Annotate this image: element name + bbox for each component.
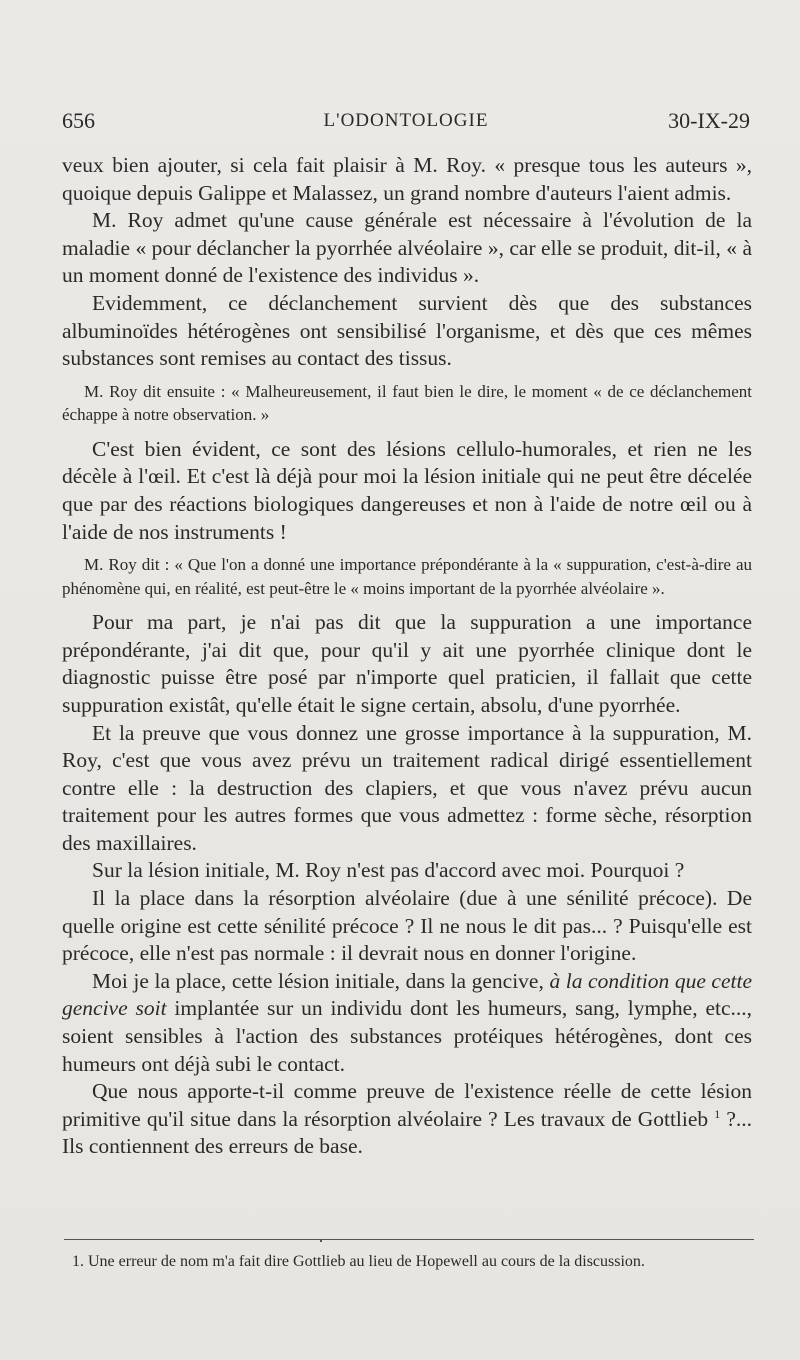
text-run: ?... Ils contiennent des erreurs de base. <box>62 1106 753 1159</box>
body-text <box>62 152 752 1161</box>
quotation: M. Roy dit : « Que l'on a donné une importance prépondérante à la « suppuration, c'est-à-dire au phénomène qui, en réalité, est peut-être le « moins important de la pyorrhée alvéolaire ». <box>62 555 752 598</box>
paragraph: M. Roy admet qu'une cause générale est nécessaire à l'évolution de la maladie « pour déclancher la pyorrhée alvéolaire », car elle se produit, dit-il, « à un moment donné de l'existence des individus ». <box>62 208 752 288</box>
paragraph: Evidemment, ce déclanchement survient dès que des substances albuminoïdes hétérogènes ont sensibilisé l'organisme, et dès que ces mêmes substances sont remises au contact des tissus. <box>62 290 752 371</box>
paragraph <box>62 968 752 1078</box>
page-number: 656 <box>62 108 95 133</box>
paragraph: Il la place dans la résorption alvéolaire (due à une sénilité précoce). De quelle origine est cette sénilité précoce ? Il ne nous le dit pas... ? Puisqu'elle est précoce, elle n'est pas normale : il devrait nous en donner l'origine. <box>62 886 752 966</box>
paragraph <box>62 1078 752 1161</box>
quotation: M. Roy dit ensuite : « Malheureusement, il faut bien le dire, le moment « de ce déclanchement échappe à notre observation. » <box>62 381 752 425</box>
running-header <box>62 108 750 142</box>
paragraph: veux bien ajouter, si cela fait plaisir à M. Roy. « presque tous les auteurs », quoique depuis Galippe et Malassez, un grand nombre d'auteurs l'aient admis. <box>62 153 752 205</box>
paragraph: Et la preuve que vous donnez une grosse importance à la suppuration, M. Roy, c'est que vous avez prévu un traitement radical dirigé essentiellement contre elle : la destruction des clapiers, et que vous n'avez prévu aucun traitement pour les autres formes que vous admettez : forme sèche, résorption des maxillaires. <box>62 720 752 855</box>
issue-date: 30-IX-29 <box>668 108 750 133</box>
footnote: 1. Une erreur de nom m'a fait dire Gottlieb au lieu de Hopewell au cours de la discussion. <box>72 1253 645 1270</box>
paragraph: Pour ma part, je n'ai pas dit que la suppuration a une importance prépondérante, j'ai dit que, pour qu'il y ait une pyorrhée clinique dont le diagnostic puisse être posé par n'importe quel praticien, il fallait que cette suppuration existât, qu'elle était le signe certain, absolu, d'une pyorrhée. <box>62 610 752 717</box>
italic-run: à la condition que cette gencive soit <box>62 968 753 1021</box>
footnote-marker: 1 <box>714 1106 721 1121</box>
text-run: implantée sur un individu dont les humeurs, sang, lymphe, etc..., soient sensibles à l'action des substances protéiques hétérogènes, dont ces humeurs ont déjà subi le contact. <box>62 996 753 1076</box>
paragraph: Sur la lésion initiale, M. Roy n'est pas d'accord avec moi. Pourquoi ? <box>92 858 685 883</box>
footnote-rule <box>64 1239 754 1240</box>
journal-title: L'ODONTOLOGIE <box>323 110 489 131</box>
paragraph: C'est bien évident, ce sont des lésions cellulo-humorales, et rien ne les décèle à l'œil. Et c'est là déjà pour moi la lésion initiale qui ne peut être décelée que par des réactions biologiques dangereuses et non à l'aide de notre œil ou à l'aide de nos instruments ! <box>62 436 752 544</box>
text-run: Que nous apporte-t-il comme preuve de l'existence réelle de cette lésion primitive qu'il situe dans la résorption alvéolaire ? Les travaux de Gottlieb <box>62 1079 752 1131</box>
text-run: Moi je la place, cette lésion initiale, dans la gencive, <box>92 968 544 993</box>
